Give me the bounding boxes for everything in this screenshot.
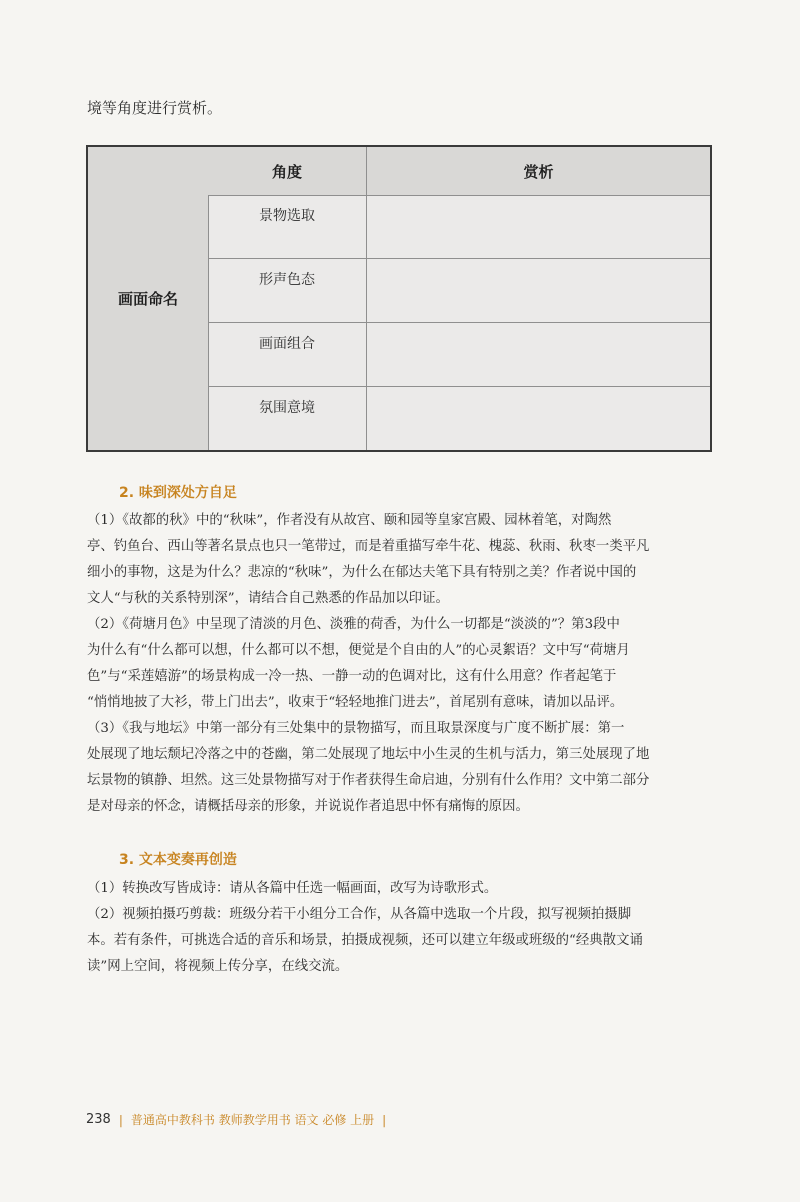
appreciation-cell [367, 195, 710, 258]
text-line: 坛景物的镇静、坦然。这三处景物描写对于作者获得生命启迪，分别有什么作用？文中第二部分 [87, 773, 650, 788]
table-header [208, 147, 710, 196]
appreciation-cell [367, 259, 710, 322]
table-row-label: 画面命名 [88, 147, 209, 450]
angle-cell: 景物选取 [208, 195, 367, 258]
angle-cell: 画面组合 [208, 323, 367, 386]
text-line: （1）转换改写皆成诗：请从各篇中任选一幅画面，改写为诗歌形式。 [87, 881, 498, 896]
section-2-paragraph-1 [87, 508, 712, 612]
text-line: 读”网上空间，将视频上传分享，在线交流。 [87, 959, 349, 974]
text-line: （1）《故都的秋》中的“秋味”，作者没有从故宫、颐和园等皇家宫殿、园林着笔，对陶然 [87, 513, 612, 528]
text-line: “悄悄地披了大衫，带上门出去”，收束于“轻轻地推门进去”，首尾别有意味，请加以品评。 [87, 695, 624, 710]
text-line: 本。若有条件，可挑选合适的音乐和场景，拍摄成视频，还可以建立年级或班级的“经典散文诵 [87, 933, 643, 948]
table-body [208, 195, 710, 450]
table-row [208, 195, 710, 259]
section-2-paragraph-3 [87, 716, 712, 820]
footer-divider: | [118, 1112, 123, 1127]
text-line: （2）视频拍摄巧剪裁：班级分若干小组分工合作，从各篇中选取一个片段，拟写视频拍摄脚 [87, 907, 632, 922]
intro-text: 境等角度进行赏析。 [87, 99, 223, 117]
text-line: 处展现了地坛颓圮冷落之中的苍幽，第二处展现了地坛中小生灵的生机与活力，第三处展现了地 [87, 747, 650, 762]
text-line: （2）《荷塘月色》中呈现了清淡的月色、淡雅的荷香，为什么一切都是“淡淡的”？第3段中 [87, 617, 620, 632]
book-title: 普通高中教科书 教师教学用书 语文 必修 上册 [130, 1113, 375, 1127]
table-row [208, 387, 710, 450]
header-appreciation: 赏析 [523, 162, 554, 181]
appreciation-cell [367, 387, 710, 450]
section-3-paragraph-2 [87, 902, 712, 980]
text-line: 文人“与秋的关系特别深”，请结合自己熟悉的作品加以印证。 [87, 591, 449, 606]
table-row [208, 323, 710, 387]
table-row [208, 259, 710, 323]
text-line: 色”与“采莲嬉游”的场景构成一冷一热、一静一动的色调对比，这有什么用意？作者起笔于 [87, 669, 617, 684]
page-number: 238 [86, 1112, 111, 1127]
appreciation-cell [367, 323, 710, 386]
angle-cell: 氛围意境 [208, 387, 367, 450]
page-footer [86, 1111, 386, 1128]
section-3-title: 3. 文本变奏再创造 [119, 852, 237, 868]
header-angle: 角度 [208, 147, 367, 195]
section-2-paragraph-2 [87, 612, 712, 716]
footer-divider: | [382, 1112, 387, 1127]
angle-cell: 形声色态 [208, 259, 367, 322]
appreciation-table [86, 145, 712, 452]
section-2-title: 2. 味到深处方自足 [119, 485, 237, 501]
text-line: 是对母亲的怀念，请概括母亲的形象，并说说作者追思中怀有痛悔的原因。 [87, 799, 529, 814]
text-line: 细小的事物，这是为什么？悲凉的“秋味”，为什么在郁达夫笔下具有特别之美？作者说中国的 [87, 565, 637, 580]
text-line: （3）《我与地坛》中第一部分有三处集中的景物描写，而且取景深度与广度不断扩展：第一 [87, 721, 625, 736]
text-line: 亭、钓鱼台、西山等著名景点也只一笔带过，而是着重描写牵牛花、槐蕊、秋雨、秋枣一类平凡 [87, 539, 650, 554]
text-line: 为什么有“什么都可以想，什么都可以不想，便觉是个自由的人”的心灵絮语？文中写“荷塘月 [87, 643, 630, 658]
section-3-paragraph-1 [87, 876, 712, 902]
